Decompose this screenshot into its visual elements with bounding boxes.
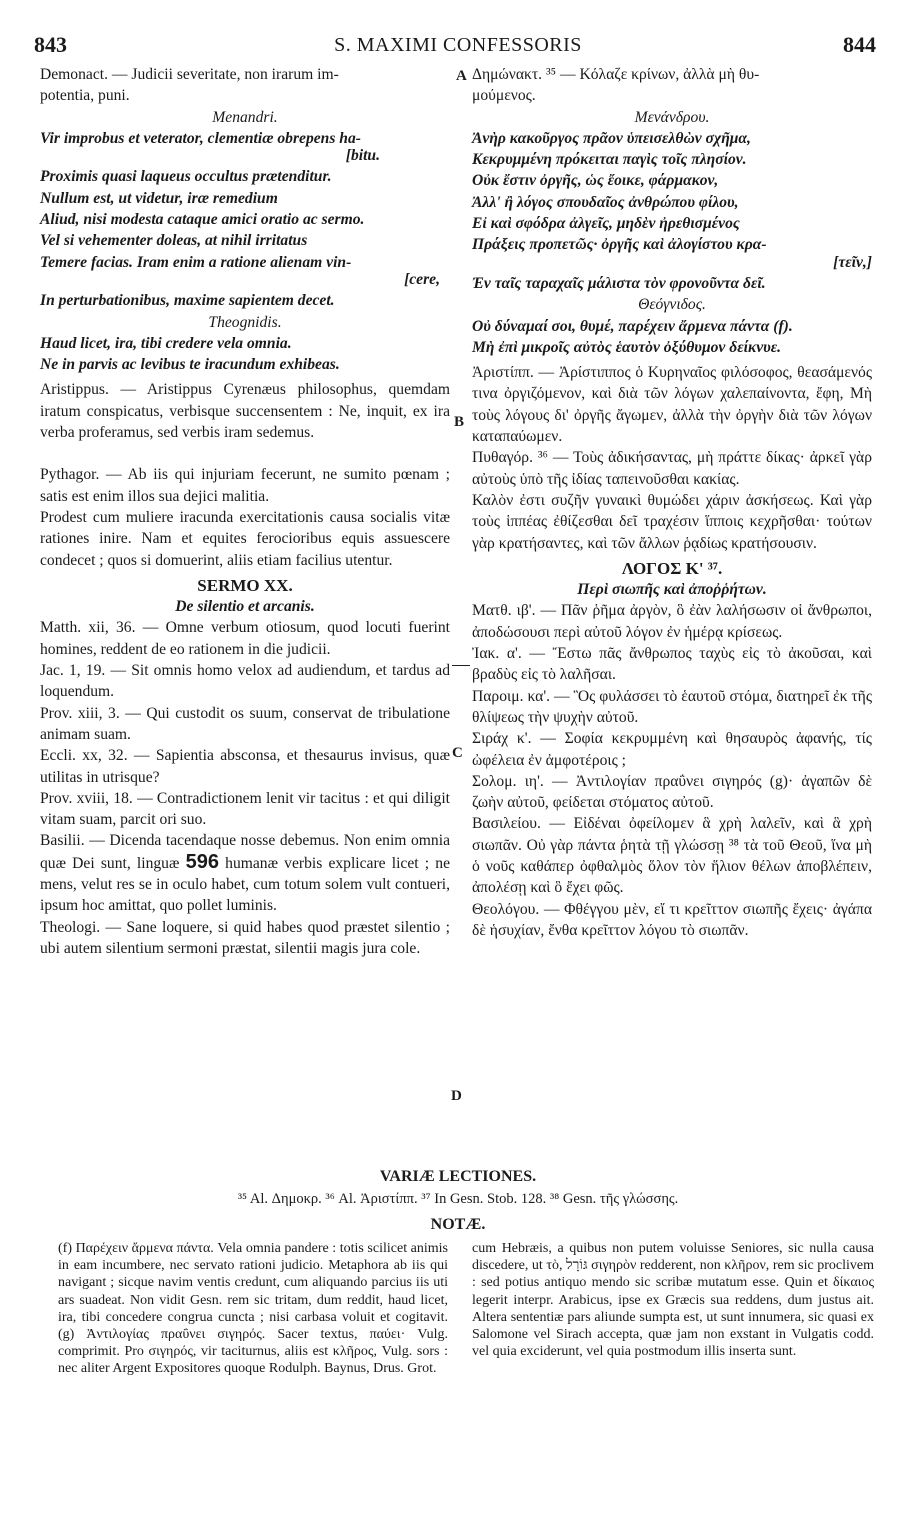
logos-heading: ΛΟΓΟΣ Κ' ³⁷. — [621, 558, 723, 578]
jac-paragraph: Jac. 1, 19. — Sit omnis homo velox ad audiendum, et tardus ad loquendum. — [40, 662, 450, 701]
demonact-line-2: potentia, puni. — [40, 87, 130, 105]
demonakt-line-1: Δημώνακτ. ³⁵ — Κόλαζε κρίνων, ἀλλὰ μὴ θυ- — [472, 66, 760, 83]
theologi-paragraph: Theologi. — Sane loquere, si quid habes quod præstet silentio ; ubi autem silentium sermoni præstat, silentii magis jura cole. — [40, 918, 450, 957]
latin-column — [40, 64, 450, 959]
theognidos-heading: Θεόγνιδος. — [638, 296, 706, 314]
running-title: S. MAXIMI CONFESSORIS — [334, 34, 582, 56]
margin-marker-c: C — [452, 745, 463, 761]
aristippa-paragraph: Ἀριστίππ. — Ἀρίστιππος ὁ Κυρηναῖος φιλόσοφος, θεασάμενός τινα ὀργιζόμενον, καὶ διὰ τῶν λόγων χαλεπαίνοντα, ἔφη, Μὴ τοὺς λόγους δι' ὀργῆς ἄγωμεν, ἀλλὰ τὴν ὀργὴν διὰ τῶν λόγων καταπαύωμεν. — [472, 364, 872, 446]
prov-paragraph: Prov. xiii, 3. — Qui custodit os suum, conservat de tribulatione animam suam. — [40, 704, 450, 743]
theologou-paragraph: Θεολόγου. — Φθέγγου μὲν, εἴ τι κρεῖττον σιωπῆς ἔχεις· ἀγάπα δὲ ἡσυχίαν, ἔνθα κρεῖττον λόγου τὸ σιωπᾶν. — [472, 900, 872, 939]
menandrou-verse: Ἀλλ' ἢ λόγος σπουδαῖος ἀνθρώπου φίλου, — [472, 193, 739, 211]
basilii-text: Basilii. — Dicenda tacendaque nosse debemus. Non enim omnia quæ Dei sunt, linguæ — [40, 832, 450, 872]
variae-heading: VARIÆ LECTIONES. — [379, 1168, 537, 1185]
iak-paragraph: Ἰακ. α'. — Ἔστω πᾶς ἄνθρωπος ταχὺς εἰς τὸ ἀκοῦσαι, καὶ βραδὺς εἰς τὸ λαλῆσαι. — [472, 645, 872, 684]
basilii-text: humanæ verbis explicare licet ; ne mens, velut res se in oculo habet, cum totum solem vult contueri, ipsum hoc amittat, quo pollet luminis. — [40, 854, 450, 915]
menandri-verse: Nullum est, ut videtur, iræ remedium — [40, 189, 278, 207]
prov-paragraph: Prov. xviii, 18. — Contradictionem lenit vir tacitus : et qui diligit vitam suam, parcit ori suo. — [40, 789, 450, 829]
logos-subtitle: Περὶ σιωπῆς καὶ ἀποῤῥήτων. — [577, 581, 767, 599]
theognidos-verse: Οὐ δύναμαί σοι, θυμέ, παρέχειν ἄρμενα πάντα (f). — [472, 317, 793, 335]
menandri-verse: Vel si vehementer doleas, at nihil irritatus — [40, 232, 308, 250]
menandri-verse: [cere, — [404, 270, 440, 288]
margin-marker-b: B — [454, 414, 465, 430]
notes-left-column: (f) Παρέχειν ἄρμενα πάντα. Vela omnia pandere : totis scilicet animis in eam incumbere, nec servato rationi judicio. Metaphora ab iis qui navigant ; sicque navim ventis credunt, cum aliquando parcius iis uti ars suadeat. Non vidit Gesn. rem sic tritam, dum reddit, haud licet, ira, tibi concedere congrua cuncta ; nisi carbasa voluit et cogitavit. (g) Ἀντιλογίας πραΰνει σιγηρός. Sacer textus, παύει· Vulg. comprimit. Pro σιγηρός, vir taciturnus, aliis est κλῆρος, Vulg. sors : nec aliter Argent Expositores quoque Rodulph. Baynus, Drus. Grot. — [58, 1241, 448, 1377]
eccli-paragraph: Eccli. xx, 32. — Sapientia absconsa, et thesaurus invisus, quæ utilitas in utrisque? — [40, 747, 450, 786]
prodest-paragraph: Prodest cum muliere iracunda exercitationis causa socialis vitæ rationes inire. Nam et equites ferocioribus equis assuescere condecet ; quos si domuerint, aliis etiam facilius utentur. — [40, 508, 450, 569]
menandrou-verse: Πράξεις προπετῶς· ὀργῆς καὶ ἀλογίστου κρα- — [472, 236, 767, 254]
theognidos-verse: Μὴ ἐπὶ μικροῖς αὐτὸς ἑαυτὸν ὀξύθυμον δείκνυε. — [472, 338, 782, 356]
menandri-verse: [bitu. — [345, 147, 380, 165]
greek-column — [472, 64, 872, 941]
variae-lectiones: ³⁵ Al. Δημοκρ. ³⁶ Al. Ἀριστίππ. ³⁷ In Gesn. Stob. 128. ³⁸ Gesn. τῆς γλώσσης. — [237, 1191, 679, 1207]
demonakt-line-2: μούμενος. — [472, 87, 536, 105]
page-number-right: 844 — [843, 32, 876, 57]
paroim-paragraph: Παροιμ. κα'. — Ὃς φυλάσσει τὸ ἑαυτοῦ στόμα, διατηρεῖ ἐκ τῆς θλίψεως τὴν ψυχὴν αὐτοῦ. — [472, 687, 872, 726]
inline-page-number: 596 — [185, 850, 219, 873]
basilii-paragraph — [40, 830, 450, 916]
notae-heading: NOTÆ. — [430, 1216, 486, 1233]
margin-marker-d: D — [451, 1088, 462, 1104]
sermo-subtitle: De silentio et arcanis. — [175, 598, 315, 616]
aristippus-paragraph: Aristippus. — Aristippus Cyrenæus philosophus, quemdam iratum conspicatus, verbisque succensentem : Ne, inquit, ex ira verba proferamus, sed verbis iram sedemus. — [40, 381, 450, 442]
theognidis-verse: Haud licet, ira, tibi credere vela omnia. — [40, 334, 292, 352]
menandri-verse: Temere facias. Iram enim a ratione alienam vin- — [40, 253, 352, 271]
menandrou-heading: Μενάνδρου. — [634, 108, 710, 126]
matth-paragraph: Matth. xii, 36. — Omne verbum otiosum, quod locuti fuerint homines, reddent de eo rationem in die judicii. — [40, 619, 450, 658]
menandrou-verse: Κεκρυμμένη πρόκειται παγὶς τοῖς πλησίον. — [472, 151, 747, 169]
puthagor-paragraph: Πυθαγόρ. ³⁶ — Τοὺς ἀδικήσαντας, μὴ πράττε δίκας· ἀρκεῖ γὰρ αὐτοὺς ὑπὸ τῆς ἰδίας ταπεινοῦσθαι κακίας. — [472, 449, 872, 488]
menandrou-verse: [τεῖν,] — [833, 253, 872, 271]
menandri-verse: In perturbationibus, maxime sapientem decet. — [40, 292, 335, 310]
menandrou-verse: Ἐν ταῖς ταραχαῖς μάλιστα τὸν φρονοῦντα δεῖ. — [472, 274, 766, 292]
menandri-verse: Aliud, nisi modesta cataque amici oratio ac sermo. — [40, 211, 365, 229]
margin-marker-a: A — [456, 68, 467, 84]
theognidis-heading: Theognidis. — [208, 313, 282, 331]
menandrou-verse: Εἰ καὶ σφόδρα ἀλγεῖς, μηδὲν ἠρεθισμένος — [472, 215, 740, 233]
menandri-heading: Menandri. — [212, 108, 278, 126]
solom-paragraph: Σολομ. ιη'. — Ἀντιλογίαν πραΰνει σιγηρός (g)· ἀγαπῶν δὲ ζωὴν αὐτοῦ, φείδεται στόματος αὐτοῦ. — [472, 772, 872, 812]
menandri-verse: Proximis quasi laqueus occultus prætenditur. — [40, 168, 332, 186]
basileiou-paragraph: Βασιλείου. — Εἰδέναι ὀφείλομεν ἃ χρὴ λαλεῖν, καὶ ἃ χρὴ σιωπᾶν. Οὐ γὰρ πάντα ῥητὰ τῇ γλώσσῃ ³⁸ τὰ τοῦ Θεοῦ, ἵνα μὴ ὁ νοῦς καθάπερ ὀφθαλμὸς ὅλον τὸν ἥλιον θέλων ἀποβλέπειν, ἀπολέσῃ καὶ ὃ ἔχει φῶς. — [472, 815, 872, 897]
theognidis-verse: Ne in parvis ac levibus te iracundum exhibeas. — [40, 356, 340, 374]
demonact-line-1: Demonact. — Judicii severitate, non irarum im- — [40, 66, 339, 83]
sirach-paragraph: Σιράχ κ'. — Σοφία κεκρυμμένη καὶ θησαυρὸς ἀφανής, τίς ὠφέλεια ἐν ἀμφοτέροις ; — [472, 730, 872, 769]
page-number-left: 843 — [34, 32, 67, 57]
page-header — [0, 32, 916, 62]
pythagor-paragraph: Pythagor. — Ab iis qui injuriam fecerunt, ne sumito pœnam ; satis est enim illos sua dejici malitia. — [40, 466, 450, 505]
menandrou-verse: Ἀνὴρ κακοῦργος πρᾶον ὑπεισελθὼν σχῆμα, — [472, 129, 751, 147]
kalon-paragraph: Καλὸν ἐστι συζῆν γυναικὶ θυμώδει χάριν ἀσκήσεως. Καὶ γὰρ τοὺς ἱππέας ἐθίζεσθαι δεῖ τραχέσιν ἵπποις κεχρῆσθαι· τούτων γὰρ κρατήσαντες, καὶ τῶν ἄλλων ῥᾳδίως κρατήσουσιν. — [472, 491, 872, 552]
sermo-heading: SERMO XX. — [197, 575, 293, 595]
matth-paragraph: Ματθ. ιβ'. — Πᾶν ῥῆμα ἀργὸν, ὃ ἐὰν λαλήσωσιν οἱ ἄνθρωποι, ἀποδώσουσι περὶ αὐτοῦ λόγον ἐν ἡμέρᾳ κρίσεως. — [472, 602, 872, 641]
column-rule — [452, 665, 470, 666]
menandrou-verse: Οὐκ ἔστιν ὀργῆς, ὡς ἔοικε, φάρμακον, — [472, 172, 719, 190]
menandri-verse: Vir improbus et veterator, clementiæ obrepens ha- — [40, 129, 361, 147]
notes-right-column: cum Hebræis, a quibus non putem voluisse Seniores, sic nulla causa discedere, ut τὸ, גּוֹרָל σιγηρὸν redderent, non κλῆρον, rem sic proclivem : sed potius antiquo mendo sic scribæ mutatum esse. Quin et δίκαιος legerit interpr. Arabicus, ipse ex Græcis sua reddens, dum justus ait. Altera sententiæ pars aliunde sumpta est, ut sunt innumera, sic quasi ex Salomone vel Sirach accepta, quæ jam non exstant in Vulgatis codd. vel quia exciderunt, vel quia postmodum illis inserta sunt. — [472, 1241, 874, 1360]
